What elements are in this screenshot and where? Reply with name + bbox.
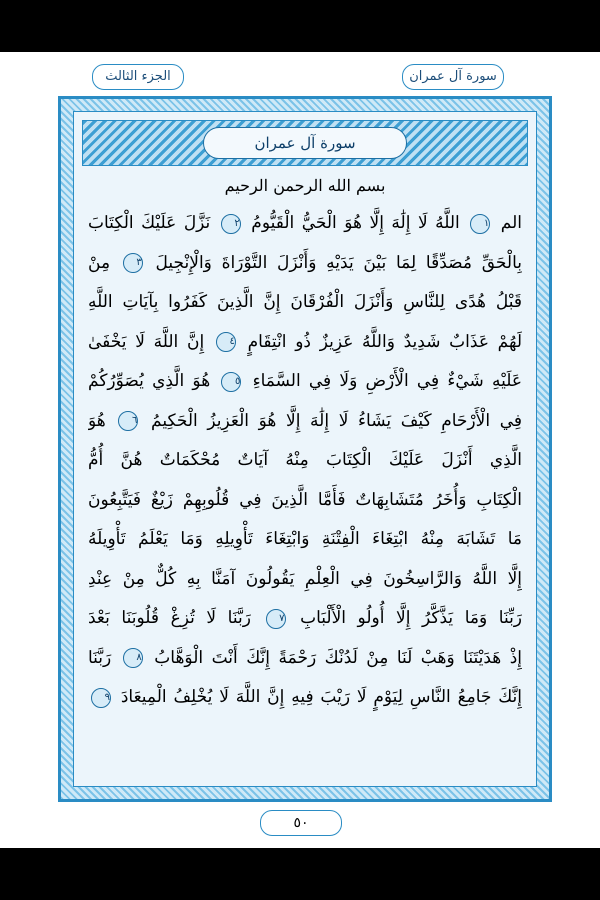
verse-line — [88, 520, 522, 560]
verse-text: قَبْلُ هُدًى لِلنَّاسِ وَأَنْزَلَ الْفُرْقَانَ إِنَّ الَّذِينَ كَفَرُوا بِآيَاتِ اللَّهِ — [88, 292, 522, 312]
page-number: ٥٠ — [260, 810, 342, 836]
verse-text: لَهُمْ عَذَابٌ شَدِيدٌ وَاللَّهُ عَزِيزٌ ذُو انْتِقَامٍ — [247, 331, 522, 352]
surah-title: سورة آل عمران — [203, 127, 407, 159]
ayah-number-marker: ٩ — [91, 688, 111, 708]
verse-text: هُوَ — [88, 410, 106, 431]
ayah-number-marker: ٢ — [221, 214, 241, 234]
ayah-number-marker: ٨ — [123, 648, 143, 668]
verse-line — [88, 402, 522, 442]
verse-lines — [88, 204, 522, 718]
verse-line — [88, 204, 522, 244]
verse-text: إِنَّكَ جَامِعُ النَّاسِ لِيَوْمٍ لَا رَيْبَ فِيهِ إِنَّ اللَّهَ لَا يُخْلِفُ الْمِيعَادَ — [120, 687, 522, 707]
verse-text: الْكِتَابِ وَأُخَرُ مُتَشَابِهَاتٌ فَأَمَّا الَّذِينَ فِي قُلُوبِهِمْ زَيْغٌ فَيَتَّبِعُونَ — [88, 489, 522, 510]
basmala: بسم الله الرحمن الرحيم — [224, 176, 386, 195]
verse-line — [88, 481, 522, 521]
verse-line — [88, 639, 522, 679]
verse-text: إِلَّا اللَّهُ وَالرَّاسِخُونَ فِي الْعِلْمِ يَقُولُونَ آمَنَّا بِهِ كُلٌّ مِنْ عِنْدِ — [88, 568, 522, 589]
verse-text: فِي الْأَرْحَامِ كَيْفَ يَشَاءُ لَا إِلَٰهَ إِلَّا هُوَ الْعَزِيزُ الْحَكِيمُ — [151, 410, 522, 431]
verse-text: إِذْ هَدَيْتَنَا وَهَبْ لَنَا مِنْ لَدُنْكَ رَحْمَةً إِنَّكَ أَنْتَ الْوَهَّابُ — [154, 647, 522, 668]
verse-text: رَبَّنَا — [88, 647, 112, 668]
ayah-number-marker: ١ — [470, 214, 490, 234]
verse-text: رَبَّنَا لَا تُزِغْ قُلُوبَنَا بَعْدَ — [88, 608, 251, 628]
ayah-number-marker: ٥ — [221, 372, 241, 392]
verse-text: بِالْحَقِّ مُصَدِّقًا لِمَا بَيْنَ يَدَيْهِ وَأَنْزَلَ التَّوْرَاةَ وَالْإِنْجِيلَ — [155, 252, 522, 273]
surah-title-band — [82, 120, 528, 166]
juz-header: الجزء الثالث — [92, 64, 184, 90]
verse-line — [88, 441, 522, 481]
ayah-number-marker: ٣ — [123, 253, 143, 273]
mushaf-page — [0, 52, 600, 848]
verse-line — [88, 323, 522, 363]
verse-text: مِنْ — [88, 252, 111, 273]
verse-text: إِنَّ اللَّهَ لَا يَخْفَىٰ — [88, 331, 205, 352]
verse-text: الَّذِي أَنْزَلَ عَلَيْكَ الْكِتَابَ مِنْهُ آيَاتٌ مُحْكَمَاتٌ هُنَّ أُمُّ — [88, 450, 522, 470]
verse-line — [88, 599, 522, 639]
surah-header: سورة آل عمران — [402, 64, 504, 90]
verse-text: اللَّهُ لَا إِلَٰهَ إِلَّا هُوَ الْحَيُّ الْقَيُّومُ — [251, 213, 460, 233]
verse-line — [88, 560, 522, 600]
verse-text: رَبِّنَا وَمَا يَذَّكَّرُ إِلَّا أُولُو الْأَلْبَابِ — [300, 608, 522, 628]
ornamental-frame — [58, 96, 552, 802]
ayah-number-marker: ٤ — [216, 332, 236, 352]
ayah-number-marker: ٧ — [266, 609, 286, 629]
verse-line — [88, 283, 522, 323]
ayah-number-marker: ٦ — [118, 411, 138, 431]
verse-text: الم — [500, 213, 522, 233]
verse-text: عَلَيْهِ شَيْءٌ فِي الْأَرْضِ وَلَا فِي السَّمَاءِ — [252, 371, 522, 391]
verse-line — [88, 678, 522, 718]
verse-text: مَا تَشَابَهَ مِنْهُ ابْتِغَاءَ الْفِتْنَةِ وَابْتِغَاءَ تَأْوِيلِهِ وَمَا يَعْلَمُ تَأْوِيلَهُ — [88, 529, 522, 549]
verse-line — [88, 244, 522, 284]
verse-text: هُوَ الَّذِي يُصَوِّرُكُمْ — [88, 371, 211, 391]
verse-line — [88, 362, 522, 402]
verse-text: نَزَّلَ عَلَيْكَ الْكِتَابَ — [88, 213, 211, 233]
text-panel — [73, 111, 537, 787]
